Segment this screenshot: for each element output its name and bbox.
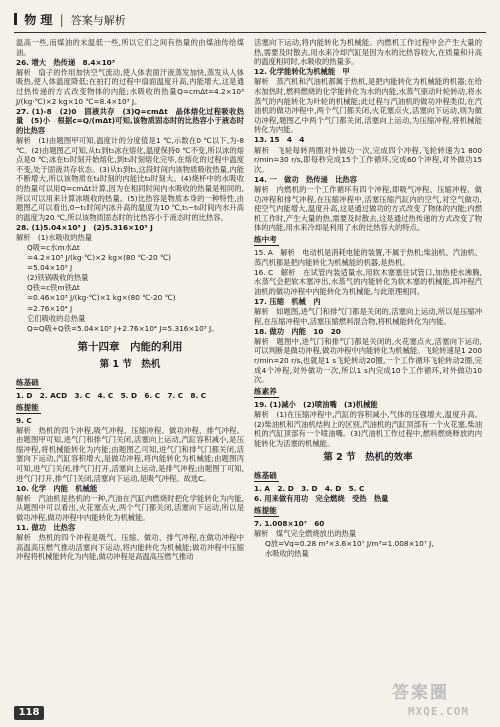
formula-line: =2.76×10⁴ J xyxy=(27,303,73,313)
formula-line: =0.46×10³ J/(kg·℃)×1 kg×(80 ℃-20 ℃) xyxy=(27,293,176,303)
answer-paragraph: 26. 增大 热传递 8.4×10³ xyxy=(16,57,115,67)
answer-paragraph: 12. 化学能转化为机械能 甲 xyxy=(254,67,350,77)
formula-line: 水吸收的热量 xyxy=(265,549,309,558)
answer-paragraph: 1. D 2. ACD 3. C 4. C 5. D 6. C 7. C 8. C xyxy=(16,390,207,400)
answer-paragraph: 18. 做功 内能 10 20 xyxy=(254,326,341,336)
header-subtitle: 答案与解析 xyxy=(70,14,126,27)
subject-title: 物 理 xyxy=(24,13,53,27)
answer-paragraph: 15. A 解析 电动机是消耗电能的装置,不属于热机;柴油机、汽油机、蒸汽机都是把内能转化为机械能的机器,是热机。 xyxy=(254,247,483,267)
answer-paragraph: 28. (1)5.04×10⁵ J (2)5.316×10⁵ J xyxy=(16,222,153,232)
explanation-paragraph: 解析 飞轮每转两圈对外做功一次,完成四个冲程,飞轮转速为1 800 r/min=30 r/s,即每秒完成15个工作循环,完成60个冲程,对外做功15次。 xyxy=(254,145,482,174)
formula-line: Q铁=c铁m铁Δt xyxy=(27,283,80,293)
formula-line: Q放=Vq=0.28 m³×3.6×10⁷ J/m³=1.008×10⁷ J, xyxy=(265,538,434,548)
left-column xyxy=(16,38,244,563)
explanation-paragraph: 解析 内燃机的一个工作循环有四个冲程,即吸气冲程、压缩冲程、做功冲程和排气冲程,在压缩冲程中,活塞压缩汽缸内的空气,对空气做功,使空气内能增大,温度升高,这是通过做功的方式改变了物体的内能;内燃机工作时,产生大量的热,需要及时散去,这是通过热传递的方式改变了物体的内能,用水来冷却是利用了水的比热容大的特点。 xyxy=(254,184,482,233)
label-exam: 练中考 xyxy=(254,235,277,245)
label-improve: 练提能 xyxy=(254,506,277,516)
explanation-paragraph: 解析 蒸汽机和汽油机都属于热机,是把内能转化为机械能的机器;在给水加热时,燃料燃烧的化学能转化为水的内能,水蒸气驱动叶轮转动,将水蒸气的内能转化为叶轮的机械能;此过程与汽油机的做功冲程类似,在汽油机的做功冲程中,两个气门都关闭,火花塞点火,活塞向下运动,则为做功冲程,题图乙中两个气门都关闭,活塞向上运动,为压缩冲程,将机械能转化为内能。 xyxy=(254,77,482,135)
answer-paragraph: 温高一些,而煤油的末温低一些,所以它们之间有热量的由煤油传给煤油。 xyxy=(16,38,244,57)
explanation-paragraph: 解析 如题图,进气门和排气门都是关闭的,活塞向上运动,所以是压缩冲程,在压缩冲程中,活塞压缩燃料混合物,将机械能转化为内能。 xyxy=(254,307,482,326)
answer-paragraph: 6. 用来做有用功 完全燃烧 受热 热量 xyxy=(254,494,389,504)
explanation-paragraph: 活塞向下运动,将内能转化为机械能。内燃机工作过程中会产生大量的热,需要及时散去,用水来冷却汽缸是因为水的比热容较大,在质量和升高的温度相同时,水吸收的热量多。 xyxy=(254,38,482,67)
answer-paragraph: 16. C 解析 在试管内装适量水,用软木塞塞住试管口,加热使水沸腾,水蒸气会把软木塞冲出,水蒸气的内能转化为软木塞的机械能,四冲程汽油机的做功冲程中内能转化为机械能,与此原理相同。 xyxy=(254,267,482,296)
answer-paragraph: 17. 压缩 机械 内 xyxy=(254,296,321,306)
formula-line: (2)铁锅吸收的热量 xyxy=(27,273,89,283)
answer-paragraph: 9. C xyxy=(16,415,32,425)
formula-line: Q=Q吸+Q铁=5.04×10⁵ J+2.76×10⁴ J=5.316×10⁵ J。 xyxy=(27,323,219,333)
section-title: 第 1 节 热机 xyxy=(99,359,161,371)
answer-paragraph: 13. 15 4 4 xyxy=(254,135,305,145)
explanation-paragraph: 解析 (1)水吸收的热量 xyxy=(16,232,93,242)
label-basic: 练基础 xyxy=(16,378,39,388)
answer-paragraph: 19. (1)减小 (2)喷油嘴 (3)机械能 xyxy=(254,399,378,409)
explanation-paragraph: 解析 煤气完全燃烧放出的热量 xyxy=(254,528,357,538)
label-improve: 练提能 xyxy=(16,403,39,412)
explanation-paragraph: 解析 热机的四个冲程是吸气、压缩、做功、排气冲程,在做功冲程中高温高压燃气推动活塞向下运动,将内能转化为机械能;做功冲程中压缩冲程将机械能转化为内能,做功冲程是高温高压燃气推动 xyxy=(16,533,244,562)
explanation-paragraph: 解析 扇子的作用加快空气流动,使人体表面汗液蒸发加快,蒸发从人体吸热,使人体温度降低;在拍打的过程中扇面温度升高,内能增大,这是通过热传递的方式改变物体的内能;水吸收的热量Q=cmΔt=4.2×10³ J/(kg·℃)×2 kg×10 ℃=8.4×10³ J。 xyxy=(16,67,244,106)
formula-line: =4.2×10³ J/(kg·℃)×2 kg×(80 ℃-20 ℃) xyxy=(27,253,172,263)
formula-line: Q吸=c水m水Δt xyxy=(27,242,80,252)
answer-paragraph: 10. 化学 内能 机械能 xyxy=(16,483,98,493)
answer-paragraph: 27. (1)-8 (2)0 固液共存 (3)Q=cmΔt 晶体熔化过程吸收热量 (5)小 根据c=Q/(mΔt)可知,该物质固态时的比热容小于液态时的比热容 xyxy=(16,106,244,135)
chapter-title: 第十四章 内能的利用 xyxy=(77,341,183,354)
page-header xyxy=(14,10,486,33)
page-number: 118 xyxy=(14,706,44,720)
label-literacy: 练素养 xyxy=(254,387,277,397)
watermark-text: 答案圈 xyxy=(392,683,449,703)
explanation-paragraph: 解析 题图中,进气门和排气门都是关闭的,火花塞点火,活塞向下运动,可以判断是做功冲程,做功冲程中内能转化为机械能。飞轮转速是1 200 r/min=20 r/s,也就是1 s飞轮转动20圈,一个工作循环飞轮转动2圈,完成4个冲程,对外做功一次,所以1 s内完成10个工作循环,对外做功10次。 xyxy=(254,336,482,385)
section-title: 第 2 节 热机的效率 xyxy=(323,452,413,464)
label-basic: 练基础 xyxy=(254,471,277,481)
right-column xyxy=(254,38,482,559)
watermark-url: MXQE.COM xyxy=(408,705,469,718)
watermark xyxy=(392,683,494,721)
answer-paragraph: 7. 1.008×10⁷ 60 xyxy=(254,518,325,528)
explanation-paragraph: 解析 (1)由题图甲可知,温度计的分度值是1 ℃,示数在0 ℃以下,为-8 ℃。(2)由题图乙可知,从t₁到t₅冰在熔化,温度保持0 ℃不变,所以冰的熔点是0 ℃;冰在t₁时刻开始熔化,到t₅时刻熔化完毕,在熔化的过程中温度不变,处于固液共存状态。(3)从t₁到t₅,这段时间内该物质吸收热量,内能不断增大,所以该物质在t₄时刻的内能比t₃时刻大。(4)烧杯中的水吸收的热量可以用Q=cmΔt计算,因为在相同时间内水吸收的热量是相同的,所以可以用来计算冰吸收的热量。(5)比热容是物质本身的一种特性,由题图乙可以看出,0~t₁时间内冰升高的温度为10 ℃,t₅~t₆时间内水升高的温度为20 ℃,所以该物质固态时的比热容小于液态时的比热容。 xyxy=(16,135,244,222)
explanation-paragraph: 解析 汽油机是热机的一种,汽油在汽缸内燃烧时把化学能转化为内能,从题图中可以看出,火花塞点火,两个气门都关闭,活塞向下运动,所以是做功冲程,做功冲程中内能转化为机械能。 xyxy=(16,493,244,523)
header-separator: | xyxy=(59,13,64,27)
formula-line: 它们吸收的总热量 xyxy=(27,313,86,323)
answer-paragraph: 11. 做功 比热容 xyxy=(16,523,76,533)
explanation-paragraph: 解析 (1)在压缩冲程中,汽缸的容积减小,气体的压强增大,温度升高。(2)柴油机和汽油机结构上的区别,汽油机的汽缸顶部有一个火花塞,柴油机的汽缸顶部有一个喷油嘴。(3)汽油机工作过程中,燃料燃烧释放的内能转化为活塞的机械能。 xyxy=(254,409,482,448)
answer-paragraph: 1. A 2. D 3. D 4. D 5. C xyxy=(254,483,365,493)
explanation-paragraph: 解析 热机的四个冲程,吸气冲程、压缩冲程、做功冲程、排气冲程。由题图甲可知,进气门和排气门关闭,活塞向上运动,汽缸容积减小,是压缩冲程,将机械能转化为内能;由题图乙可知,进气门和排气门都关闭,活塞向下运动,汽缸容积增大,是做功冲程,将内能转化为机械能;由题图丙可知,进气门关闭,排气门打开,活塞向上运动,是排气冲程;由题图丁可知,进气门打开,排气门关闭,活塞向下运动,是吸气冲程。故选C。 xyxy=(16,425,244,483)
header-bar-mark xyxy=(14,13,17,25)
formula-line: =5.04×10⁵ J xyxy=(27,263,73,273)
answer-paragraph: 14. 一 做功 热传递 比热容 xyxy=(254,174,358,184)
